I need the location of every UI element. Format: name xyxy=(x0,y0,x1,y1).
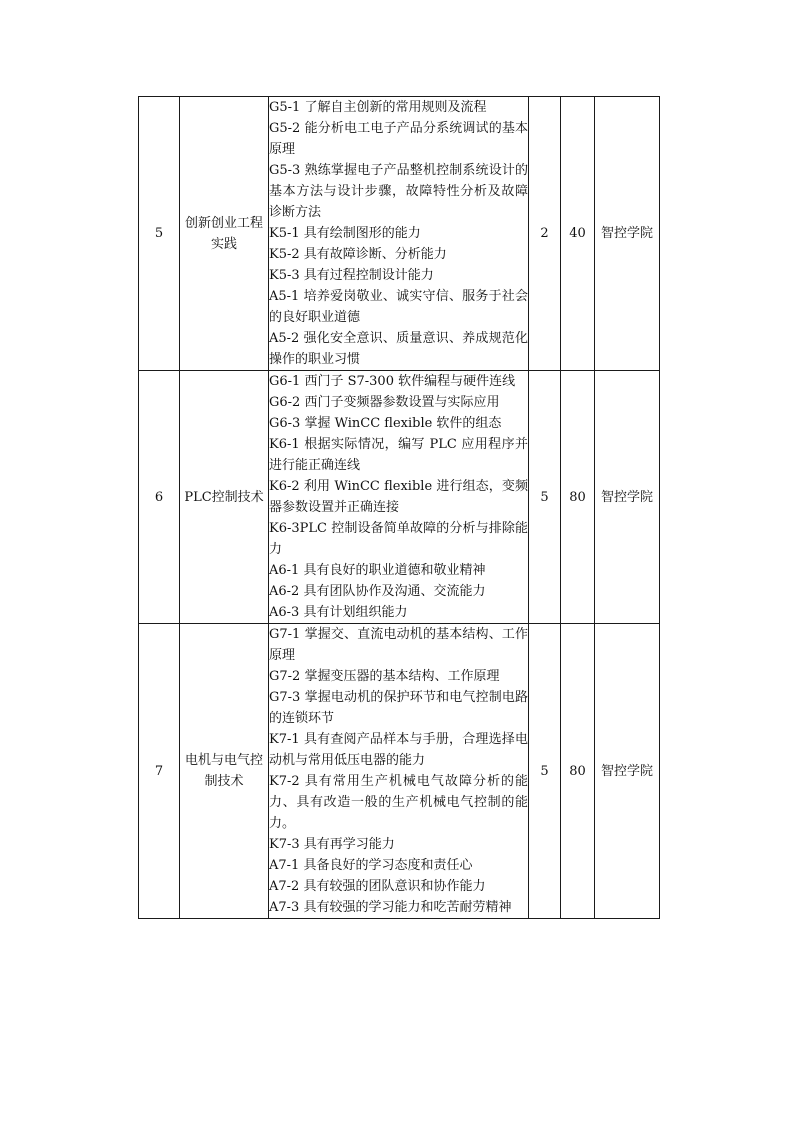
objective-line: G5-1 了解自主创新的常用规则及流程 xyxy=(269,100,487,115)
course-hours: 80 xyxy=(561,624,595,919)
objective-line: A7-1 具备良好的学习态度和责任心 xyxy=(269,858,473,873)
course-name xyxy=(180,624,269,919)
course-hours: 40 xyxy=(561,97,595,371)
objective-line: A5-2 强化安全意识、质量意识、养成规范化操作的职业习惯 xyxy=(269,331,528,367)
table-row xyxy=(139,371,660,624)
course-number: 6 xyxy=(139,371,180,624)
objective-line: A6-3 具有计划组织能力 xyxy=(269,605,408,620)
objective-line: G6-2 西门子变频器参数设置与实际应用 xyxy=(269,395,500,410)
course-department: 智控学院 xyxy=(595,97,660,371)
course-credit: 5 xyxy=(529,624,561,919)
course-number: 7 xyxy=(139,624,180,919)
objective-line: K7-2 具有常用生产机械电气故障分析的能力、具有改造一般的生产机械电气控制的能力。 xyxy=(269,774,528,831)
objective-line: G7-1 掌握交、直流电动机的基本结构、工作原理 xyxy=(269,627,528,663)
course-name-text: 创新创业工程实践 xyxy=(184,215,263,252)
course-credit: 2 xyxy=(529,97,561,371)
objective-line: G7-3 掌握电动机的保护环节和电气控制电路的连锁环节 xyxy=(269,690,528,726)
objective-line: A7-2 具有较强的团队意识和协作能力 xyxy=(269,879,486,894)
course-objectives xyxy=(269,97,529,371)
objective-line: G5-2 能分析电工电子产品分系统调试的基本原理 xyxy=(269,121,528,157)
objective-line: A6-2 具有团队协作及沟通、交流能力 xyxy=(269,584,486,599)
objective-line: K7-3 具有再学习能力 xyxy=(269,837,395,852)
course-department: 智控学院 xyxy=(595,371,660,624)
course-name xyxy=(180,371,269,624)
course-name-text: 电机与电气控制技术 xyxy=(184,753,263,789)
objective-line: K6-2 利用 WinCC flexible 进行组态，变频器参数设置并正确连接 xyxy=(269,479,528,515)
course-name-text: PLC控制技术 xyxy=(184,489,264,505)
course-hours: 80 xyxy=(561,371,595,624)
course-department: 智控学院 xyxy=(595,624,660,919)
course-objectives xyxy=(269,624,529,919)
objective-line: A5-1 培养爱岗敬业、诚实守信、服务于社会的良好职业道德 xyxy=(269,289,528,325)
objective-line: G5-3 熟练掌握电子产品整机控制系统设计的基本方法与设计步骤，故障特性分析及故障诊断方法 xyxy=(269,163,528,220)
table-row xyxy=(139,624,660,919)
objective-line: K5-1 具有绘制图形的能力 xyxy=(269,226,421,241)
table-row xyxy=(139,97,660,371)
course-table xyxy=(138,96,660,919)
objective-line: G7-2 掌握变压器的基本结构、工作原理 xyxy=(269,669,500,684)
objective-line: K6-3PLC 控制设备简单故障的分析与排除能力 xyxy=(269,521,528,557)
objective-line: K5-2 具有故障诊断、分析能力 xyxy=(269,247,447,262)
objective-line: A7-3 具有较强的学习能力和吃苦耐劳精神 xyxy=(269,900,512,915)
objective-line: G6-3 掌握 WinCC flexible 软件的组态 xyxy=(269,416,502,431)
course-name xyxy=(180,97,269,371)
course-number: 5 xyxy=(139,97,180,371)
objective-line: A6-1 具有良好的职业道德和敬业精神 xyxy=(269,563,486,578)
course-objectives xyxy=(269,371,529,624)
course-credit: 5 xyxy=(529,371,561,624)
objective-line: G6-1 西门子 S7-300 软件编程与硬件连线 xyxy=(269,374,516,389)
objective-line: K6-1 根据实际情况，编写 PLC 应用程序并进行能正确连线 xyxy=(269,437,528,473)
objective-line: K7-1 具有查阅产品样本与手册，合理选择电动机与常用低压电器的能力 xyxy=(269,732,528,768)
objective-line: K5-3 具有过程控制设计能力 xyxy=(269,268,434,283)
